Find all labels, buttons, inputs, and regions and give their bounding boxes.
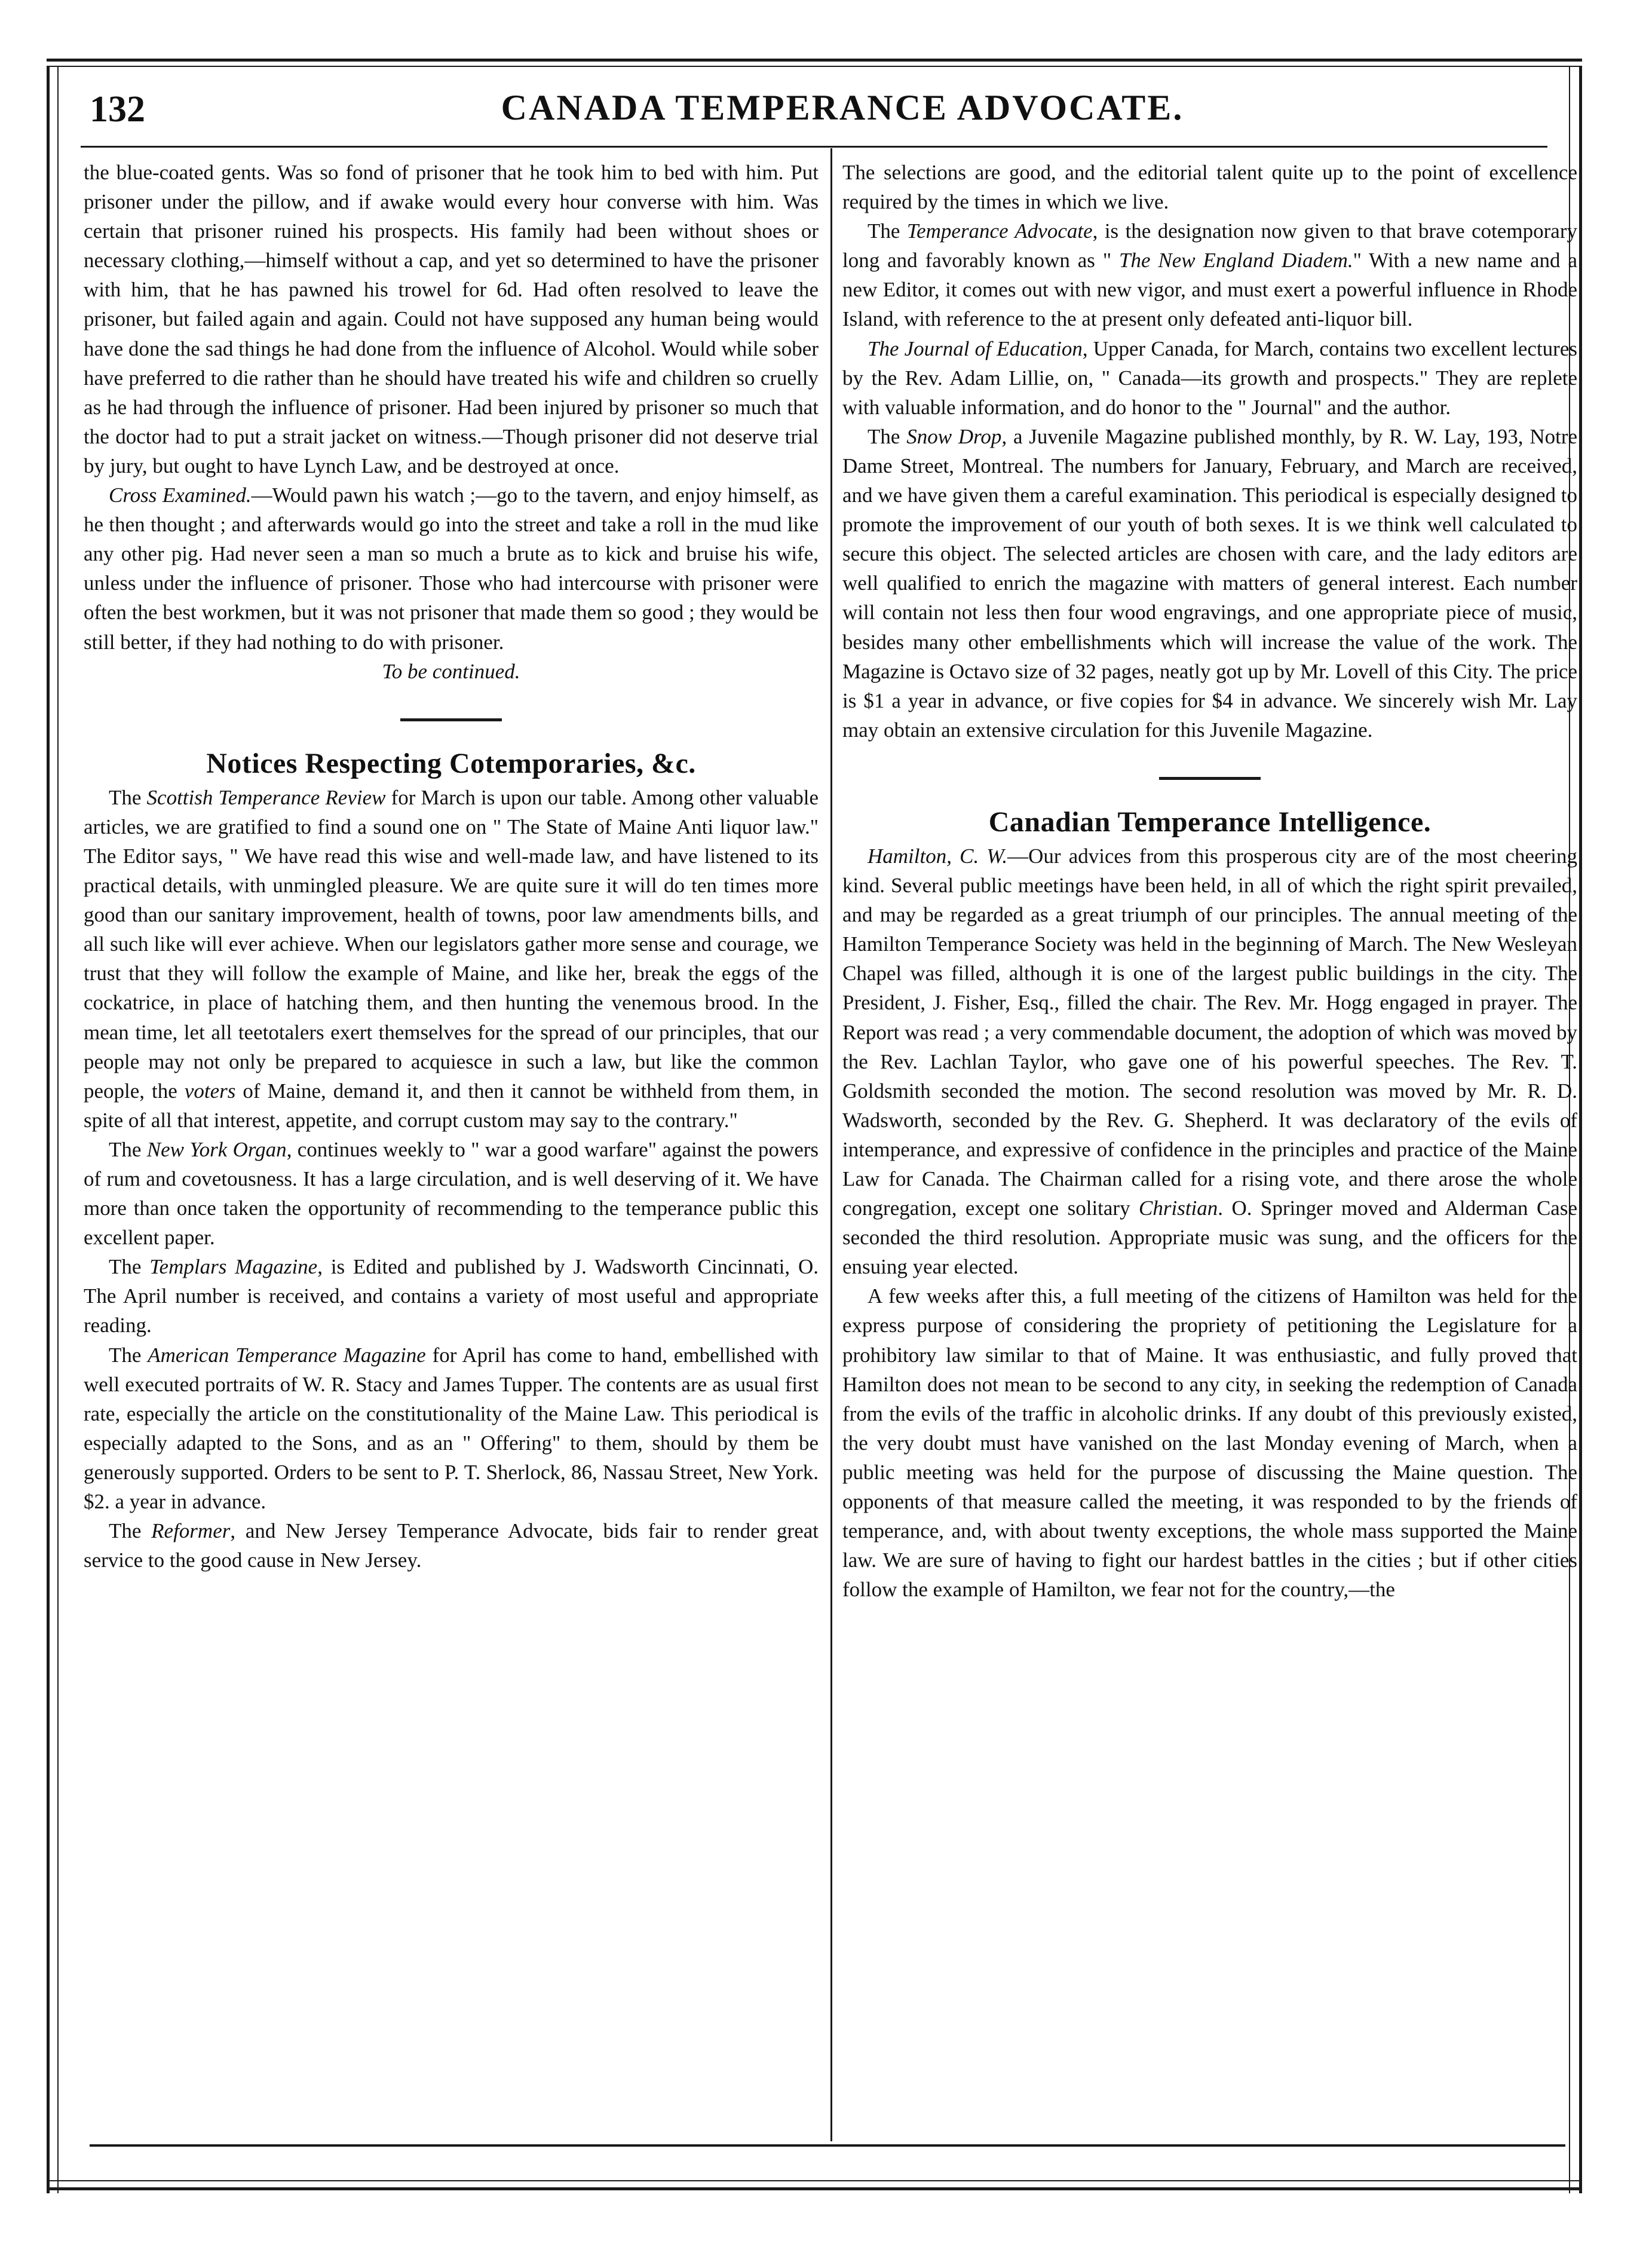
top-border-inner xyxy=(47,66,1582,67)
section-rule xyxy=(1159,777,1261,780)
hamilton-meeting-paragraph: A few weeks after this, a full meeting of the citizens of Hamilton was held for the express purpose of considering the propriety of petitioning the Legislature for a prohibitory law similar to that of Maine. It was enthusiastic, and fully proved that Hamilton does not mean to be second to any city, in seeking the redemption of Canada from the evils of the traffic in alcoholic drinks. If any doubt of this previously existed, the very doubt must have vanished on the last Monday evening of March, when a public meeting was held for the purpose of discussing the Maine question. The opponents of that measure called the meeting, it was responded to by the friends of temperance, and, with about twenty exceptions, the whole mass supported the Maine law. We are sure of having to fight our hardest battles in the cities ; but if other cities follow the example of Hamilton, we fear not for the country,—the xyxy=(842,1284,1577,1602)
notice-reformer: The Reformer, and New Jersey Temperance Advocate, bids fair to render great service to the good cause in New Jersey. xyxy=(84,1519,819,1572)
bottom-border-outer xyxy=(47,2187,1582,2190)
notice-american-temperance-magazine: The American Temperance Magazine for April has come to hand, embellished with well executed portraits of W. R. Stacy and James Tupper. The contents are as usual first rate, especially the article on the constitutionality of the Maine Law. This periodical is especially adapted to the Sons, and as an " Offering" to them, should by them be generously supported. Orders to be sent to P. T. Sherlock, 86, Nassau Street, New York. $2. a year in advance. xyxy=(84,1343,819,1514)
left-column xyxy=(84,158,819,1575)
notice-snow-drop: The Snow Drop, a Juvenile Magazine published monthly, by R. W. Lay, 193, Notre Dame Street, Montreal. The numbers for January, February, and March are received, and we have given them a careful examination. This periodical is especially designed to promote the improvement of our youth of both sexes. It is we think well calculated to secure this object. The selected articles are chosen with care, and the lady editors are well qualified to enrich the magazine with matters of general interest. Each number will contain not less then four wood engravings, and one appropriate piece of music, besides many other embellishments which will increase the value of the work. The Magazine is Octavo size of 32 pages, neatly got up by Mr. Lovell of this City. The price is $1 a year in advance, or five copies for $4 in advance. We sincerely wish Mr. Lay may obtain an extensive circulation for this Juvenile Magazine. xyxy=(842,424,1578,742)
bottom-border-inner xyxy=(47,2180,1582,2181)
right-border-outer xyxy=(1579,66,1582,2193)
section-rule xyxy=(400,718,502,721)
running-head: CANADA TEMPERANCE ADVOCATE. xyxy=(501,88,1184,127)
notice-scottish-review: The Scottish Temperance Review for March is upon our table. Among other valuable articles, we are gratified to find a sound one on " The State of Maine Anti liquor law." The Editor says, " We have read this wise and well-made law, and have listened to its practical details, with unmingled pleasure. We are quite sure it will do ten times more good than our sanitary improvement, health of towns, poor law amendments bills, and all such like will ever achieve. When our legislators gather more sense and courage, we trust that they will follow the example of Maine, and like her, break the eggs of the cockatrice, in place of hatching them, and then hunting the venemous brood. In the mean time, let all teetotalers exert themselves for the spread of our principles, that our people may not only be prepared to acquiesce in such a law, but like the common people, the voters of Maine, demand it, and then it cannot be withheld from them, in spite of all that interest, appetite, and corrupt custom may say to the contrary." xyxy=(84,785,819,1132)
right-column xyxy=(842,158,1577,1604)
header-rule xyxy=(81,146,1547,148)
column-divider xyxy=(830,148,832,2141)
to-be-continued: To be continued. xyxy=(382,659,520,683)
testimony-paragraph: the blue-coated gents. Was so fond of prisoner that he took him to bed with him. Put prisoner under the pillow, and if awake would every hour converse with him. Was certain that prisoner ruined his prospects. His family had been without shoes or necessary clothing,—himself without a cap, and yet so determined to have the prisoner with him, that he has pawned his trowel for 6d. Had often resolved to leave the prisoner, but failed again and again. Could not have supposed any human being would have done the sad things he had done from the influence of Alcohol. Would while sober have preferred to die rather than he should have treated his wife and children so cruelly as he had through the influence of prisoner. Had been injured by prisoner so much that the doctor had to put a strait jacket on witness.—Though prisoner did not deserve trial by jury, but ought to have Lynch Law, and be destroyed at once. xyxy=(84,161,819,478)
notice-journal-of-education: The Journal of Education, Upper Canada, for March, contains two excellent lectures by the Rev. Adam Lillie, on, " Canada—its growth and prospects." They are replete with valuable information, and do honor to the " Journal" and the author. xyxy=(842,336,1577,419)
hamilton-report-paragraph: Hamilton, C. W.—Our advices from this prosperous city are of the most cheering kind. Several public meetings have been held, in all of which the right spirit prevailed, and may be regarded as a great triumph of our principles. The annual meeting of the Hamilton Temperance Society was held in the beginning of March. The New Wesleyan Chapel was filled, although it is one of the largest public buildings in the city. The President, J. Fisher, Esq., filled the chair. The Rev. Mr. Hogg engaged in prayer. The Report was read ; a very commendable document, the adoption of which was moved by the Rev. Lachlan Taylor, who gave one of his powerful speeches. The Rev. T. Goldsmith seconded the motion. The second resolution was moved by Mr. R. D. Wadsworth, seconded by the Rev. G. Shepherd. It was declaratory of the evils of intemperance, and expressive of confidence in the principles and practice of the Maine Law for Canada. The Chairman called for a rising vote, and there arose the whole congregation, except one solitary Christian. O. Springer moved and Alderman Case seconded the third resolution. Appropriate music was sung, and the officers for the ensuing year elected. xyxy=(842,844,1577,1279)
notice-selections-paragraph: The selections are good, and the editorial talent quite up to the point of excellence required by the times in which we live. xyxy=(842,161,1577,214)
cross-examined-paragraph: Cross Examined.—Would pawn his watch ;—go to the tavern, and enjoy himself, as he then thought ; and afterwards would go into the street and take a roll in the mud like any other pig. Had never seen a man so much a brute as to kick and bruise his wife, unless under the influence of prisoner. Those who had intercourse with prisoner were often the best workmen, but it was not prisoner that made them so good ; they would be still better, if they had nothing to do with prisoner. xyxy=(84,483,819,654)
left-border-outer xyxy=(47,66,50,2193)
intelligence-heading: Canadian Temperance Intelligence. xyxy=(988,806,1432,838)
notice-temperance-advocate: The Temperance Advocate, is the designation now given to that brave cotemporary long and favorably known as " The New England Diadem." With a new name and a new Editor, it comes out with new vigor, and must exert a powerful influence in Rhode Island, with reference to the at present only defeated anti-liquor bill. xyxy=(842,219,1577,331)
left-border-inner xyxy=(57,66,59,2193)
top-border-outer xyxy=(47,59,1582,62)
page-number: 132 xyxy=(90,89,145,130)
footer-rule xyxy=(90,2144,1565,2147)
notice-templars-magazine: The Templars Magazine, is Edited and published by J. Wadsworth Cincinnati, O. The April number is received, and contains a variety of most useful and appropriate reading. xyxy=(84,1255,819,1337)
notices-heading: Notices Respecting Cotemporaries, &c. xyxy=(206,747,696,779)
notice-new-york-organ: The New York Organ, continues weekly to " war a good warfare" against the powers of rum and covetousness. It has a large circulation, and is well deserving of it. We have more than once taken the opportunity of recommending to the temperance public this excellent paper. xyxy=(84,1137,819,1250)
cross-examined-label: Cross Examined. xyxy=(109,483,252,507)
